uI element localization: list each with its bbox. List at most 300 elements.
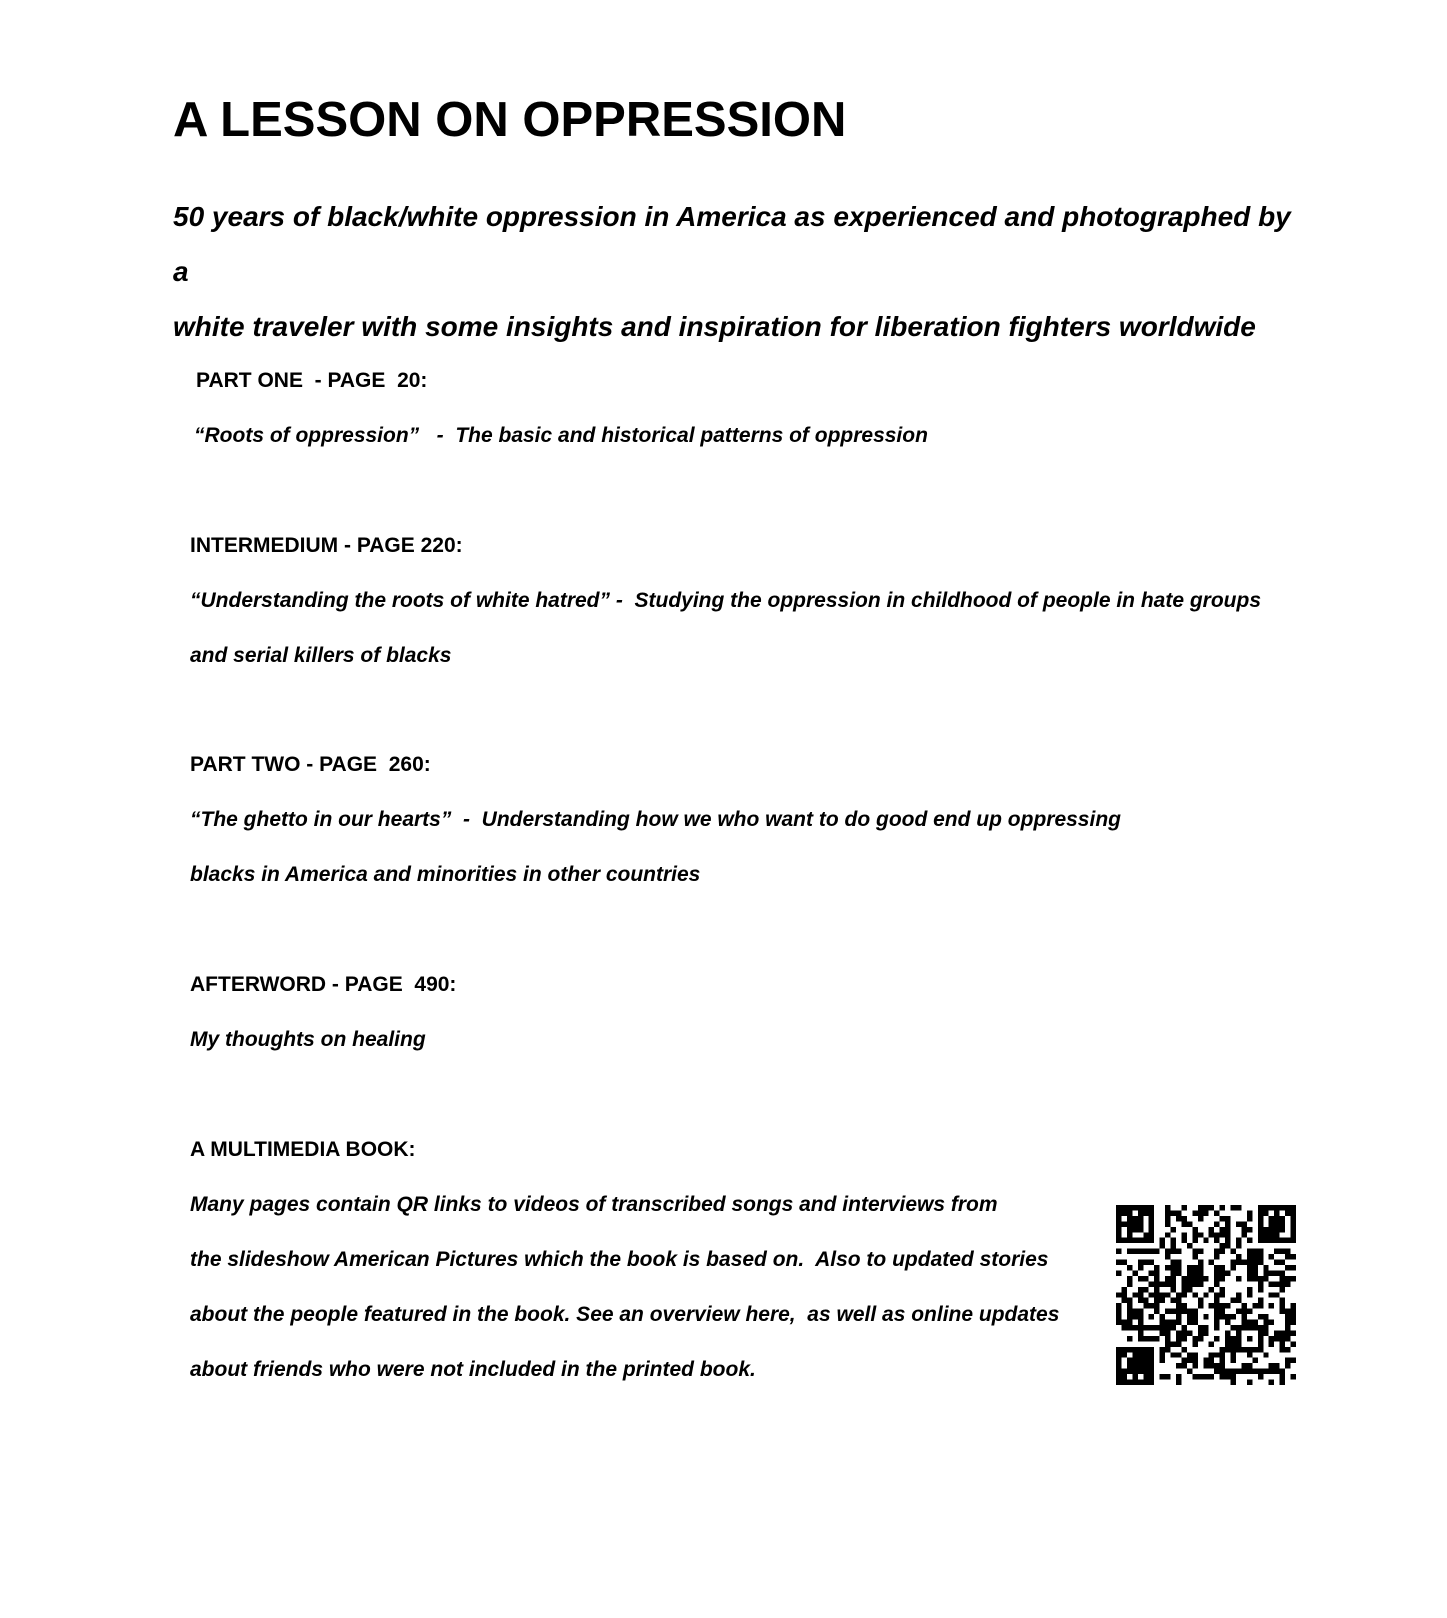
qr-module — [1263, 1325, 1268, 1330]
section-description: “Roots of oppression” - The basic and historical patterns of oppression — [194, 424, 928, 447]
qr-module — [1220, 1369, 1225, 1374]
qr-module — [1138, 1369, 1143, 1374]
qr-module — [1121, 1380, 1126, 1385]
qr-module — [1171, 1298, 1176, 1303]
qr-module — [1280, 1369, 1285, 1374]
qr-module — [1247, 1276, 1252, 1281]
qr-module — [1127, 1347, 1132, 1352]
qr-module — [1236, 1221, 1241, 1226]
qr-module — [1187, 1358, 1192, 1363]
qr-module — [1171, 1352, 1176, 1357]
qr-module — [1171, 1281, 1176, 1286]
qr-module — [1220, 1352, 1225, 1357]
qr-module — [1291, 1374, 1296, 1379]
qr-module — [1214, 1314, 1219, 1319]
qr-module — [1220, 1309, 1225, 1314]
qr-module — [1121, 1260, 1126, 1265]
qr-module — [1252, 1369, 1257, 1374]
qr-module — [1269, 1270, 1274, 1275]
qr-module — [1143, 1363, 1148, 1368]
qr-module — [1220, 1276, 1225, 1281]
qr-module — [1269, 1303, 1274, 1308]
qr-module — [1198, 1265, 1203, 1270]
qr-module — [1171, 1309, 1176, 1314]
qr-module — [1258, 1330, 1263, 1335]
qr-module — [1220, 1303, 1225, 1308]
qr-module — [1247, 1254, 1252, 1259]
qr-module — [1274, 1369, 1279, 1374]
qr-module — [1263, 1369, 1268, 1374]
qr-module — [1236, 1341, 1241, 1346]
qr-module — [1274, 1216, 1279, 1221]
qr-module — [1181, 1238, 1186, 1243]
qr-module — [1285, 1276, 1290, 1281]
qr-module — [1127, 1298, 1132, 1303]
qr-module — [1198, 1281, 1203, 1286]
qr-module — [1154, 1281, 1159, 1286]
qr-module — [1192, 1374, 1197, 1379]
qr-module — [1198, 1330, 1203, 1335]
section-description: the slideshow American Pictures which the book is based on. Also to updated stories — [190, 1248, 1049, 1271]
qr-module — [1176, 1330, 1181, 1335]
qr-module — [1187, 1221, 1192, 1226]
qr-module — [1269, 1363, 1274, 1368]
qr-module — [1209, 1287, 1214, 1292]
qr-module — [1176, 1352, 1181, 1357]
qr-module — [1291, 1265, 1296, 1270]
qr-module — [1132, 1325, 1137, 1330]
qr-module — [1181, 1287, 1186, 1292]
section-part-one — [196, 353, 1316, 463]
section-part-two — [190, 737, 1310, 902]
qr-module — [1247, 1292, 1252, 1297]
qr-module — [1203, 1330, 1208, 1335]
qr-module — [1247, 1325, 1252, 1330]
qr-module — [1154, 1276, 1159, 1281]
qr-module — [1116, 1352, 1121, 1357]
qr-module — [1149, 1292, 1154, 1297]
qr-module — [1214, 1238, 1219, 1243]
qr-module — [1165, 1216, 1170, 1221]
qr-module — [1187, 1352, 1192, 1357]
qr-module — [1132, 1216, 1137, 1221]
qr-module — [1143, 1260, 1148, 1265]
qr-module — [1143, 1358, 1148, 1363]
qr-module — [1132, 1369, 1137, 1374]
qr-module — [1214, 1265, 1219, 1270]
qr-module — [1269, 1292, 1274, 1297]
qr-module — [1291, 1254, 1296, 1259]
qr-module — [1225, 1243, 1230, 1248]
qr-module — [1274, 1336, 1279, 1341]
qr-module — [1198, 1298, 1203, 1303]
qr-module — [1209, 1260, 1214, 1265]
qr-module — [1181, 1216, 1186, 1221]
qr-module — [1236, 1238, 1241, 1243]
qr-module — [1274, 1270, 1279, 1275]
qr-module — [1154, 1303, 1159, 1308]
qr-module — [1220, 1265, 1225, 1270]
qr-module — [1269, 1336, 1274, 1341]
qr-module — [1225, 1227, 1230, 1232]
qr-module — [1138, 1292, 1143, 1297]
qr-module — [1121, 1374, 1126, 1379]
qr-module — [1149, 1325, 1154, 1330]
qr-module — [1138, 1380, 1143, 1385]
qr-module — [1280, 1238, 1285, 1243]
qr-module — [1258, 1341, 1263, 1346]
qr-module — [1231, 1341, 1236, 1346]
qr-module — [1116, 1232, 1121, 1237]
section-afterword — [190, 957, 1310, 1067]
qr-module — [1285, 1254, 1290, 1259]
qr-module — [1192, 1254, 1197, 1259]
qr-module — [1171, 1227, 1176, 1232]
qr-module — [1225, 1270, 1230, 1275]
qr-module — [1176, 1216, 1181, 1221]
qr-module — [1187, 1320, 1192, 1325]
qr-module — [1280, 1336, 1285, 1341]
qr-module — [1220, 1232, 1225, 1237]
qr-module — [1132, 1358, 1137, 1363]
qr-module — [1236, 1205, 1241, 1210]
qr-module — [1176, 1298, 1181, 1303]
qr-module — [1171, 1320, 1176, 1325]
qr-module — [1181, 1309, 1186, 1314]
qr-module — [1269, 1227, 1274, 1232]
qr-module — [1127, 1276, 1132, 1281]
qr-module — [1280, 1270, 1285, 1275]
qr-module — [1209, 1205, 1214, 1210]
qr-module — [1149, 1352, 1154, 1357]
qr-module — [1220, 1358, 1225, 1363]
qr-module — [1263, 1265, 1268, 1270]
qr-module — [1116, 1303, 1121, 1308]
qr-module — [1132, 1380, 1137, 1385]
qr-module — [1252, 1358, 1257, 1363]
qr-module — [1116, 1221, 1121, 1226]
qr-module — [1192, 1238, 1197, 1243]
qr-module — [1263, 1210, 1268, 1215]
qr-module — [1291, 1276, 1296, 1281]
document-subtitle — [173, 189, 1313, 354]
qr-module — [1165, 1232, 1170, 1237]
qr-module — [1143, 1238, 1148, 1243]
qr-module — [1121, 1320, 1126, 1325]
qr-module — [1192, 1227, 1197, 1232]
qr-module — [1192, 1232, 1197, 1237]
qr-module — [1214, 1232, 1219, 1237]
qr-module — [1220, 1205, 1225, 1210]
qr-module — [1225, 1216, 1230, 1221]
qr-module — [1285, 1205, 1290, 1210]
qr-module — [1214, 1309, 1219, 1314]
qr-module — [1143, 1210, 1148, 1215]
qr-module — [1116, 1249, 1121, 1254]
qr-module — [1154, 1298, 1159, 1303]
qr-module — [1138, 1260, 1143, 1265]
qr-module — [1291, 1303, 1296, 1308]
qr-module — [1165, 1347, 1170, 1352]
qr-module — [1280, 1298, 1285, 1303]
qr-module — [1127, 1227, 1132, 1232]
qr-module — [1143, 1249, 1148, 1254]
qr-module — [1280, 1380, 1285, 1385]
qr-module — [1247, 1238, 1252, 1243]
qr-module — [1116, 1227, 1121, 1232]
qr-module — [1160, 1352, 1165, 1357]
qr-module — [1285, 1336, 1290, 1341]
qr-module — [1203, 1325, 1208, 1330]
qr-module — [1231, 1265, 1236, 1270]
qr-module — [1138, 1336, 1143, 1341]
qr-module — [1127, 1221, 1132, 1226]
qr-module — [1116, 1320, 1121, 1325]
qr-module — [1143, 1336, 1148, 1341]
qr-module — [1149, 1249, 1154, 1254]
qr-module — [1171, 1325, 1176, 1330]
qr-module — [1127, 1281, 1132, 1286]
qr-module — [1247, 1309, 1252, 1314]
qr-module — [1138, 1314, 1143, 1319]
document-title: A LESSON ON OPPRESSION — [173, 93, 847, 147]
qr-module — [1165, 1325, 1170, 1330]
qr-module — [1176, 1309, 1181, 1314]
qr-module — [1269, 1380, 1274, 1385]
qr-module — [1138, 1320, 1143, 1325]
qr-module — [1149, 1216, 1154, 1221]
subtitle-line: white traveler with some insights and inspiration for liberation fighters worldwide — [173, 311, 1256, 342]
qr-module — [1192, 1358, 1197, 1363]
qr-module — [1252, 1270, 1257, 1275]
qr-module — [1225, 1320, 1230, 1325]
qr-module — [1132, 1205, 1137, 1210]
qr-module — [1143, 1325, 1148, 1330]
qr-module — [1192, 1265, 1197, 1270]
qr-module — [1160, 1298, 1165, 1303]
qr-module — [1132, 1270, 1137, 1275]
qr-module — [1258, 1232, 1263, 1237]
qr-module — [1258, 1374, 1263, 1379]
qr-module — [1220, 1243, 1225, 1248]
qr-module — [1116, 1238, 1121, 1243]
qr-module — [1138, 1227, 1143, 1232]
qr-module — [1241, 1221, 1246, 1226]
qr-module — [1209, 1358, 1214, 1363]
qr-module — [1258, 1276, 1263, 1281]
qr-module — [1231, 1205, 1236, 1210]
qr-module — [1176, 1260, 1181, 1265]
qr-module — [1236, 1347, 1241, 1352]
qr-module — [1214, 1298, 1219, 1303]
qr-module — [1143, 1232, 1148, 1237]
qr-module — [1149, 1270, 1154, 1275]
qr-module — [1280, 1216, 1285, 1221]
qr-module — [1291, 1205, 1296, 1210]
qr-module — [1154, 1270, 1159, 1275]
qr-module — [1132, 1238, 1137, 1243]
qr-module — [1121, 1292, 1126, 1297]
qr-module — [1231, 1298, 1236, 1303]
qr-module — [1280, 1227, 1285, 1232]
section-description: about friends who were not included in the printed book. — [190, 1358, 756, 1381]
section-heading: AFTERWORD - PAGE 490: — [190, 973, 457, 996]
qr-module — [1280, 1281, 1285, 1286]
qr-module — [1252, 1347, 1257, 1352]
qr-module — [1138, 1309, 1143, 1314]
qr-module — [1274, 1330, 1279, 1335]
qr-module — [1165, 1205, 1170, 1210]
qr-module — [1149, 1363, 1154, 1368]
qr-module — [1258, 1347, 1263, 1352]
qr-module — [1176, 1336, 1181, 1341]
qr-module — [1241, 1260, 1246, 1265]
qr-module — [1181, 1325, 1186, 1330]
qr-module — [1176, 1314, 1181, 1319]
qr-module — [1198, 1249, 1203, 1254]
qr-module — [1176, 1374, 1181, 1379]
qr-module — [1231, 1352, 1236, 1357]
qr-module — [1143, 1352, 1148, 1357]
qr-module — [1116, 1380, 1121, 1385]
qr-module — [1127, 1265, 1132, 1270]
qr-module — [1116, 1260, 1121, 1265]
qr-module — [1214, 1320, 1219, 1325]
qr-module — [1252, 1265, 1257, 1270]
qr-module — [1127, 1336, 1132, 1341]
section-description: Many pages contain QR links to videos of transcribed songs and interviews from — [190, 1193, 998, 1216]
qr-module — [1149, 1347, 1154, 1352]
qr-module — [1192, 1352, 1197, 1357]
qr-module — [1138, 1265, 1143, 1270]
qr-module — [1225, 1221, 1230, 1226]
qr-module — [1165, 1320, 1170, 1325]
qr-module — [1247, 1260, 1252, 1265]
qr-module — [1285, 1281, 1290, 1286]
qr-module — [1258, 1254, 1263, 1259]
qr-module — [1291, 1238, 1296, 1243]
qr-module — [1160, 1243, 1165, 1248]
qr-module — [1181, 1363, 1186, 1368]
qr-module — [1236, 1369, 1241, 1374]
qr-module — [1181, 1336, 1186, 1341]
qr-module — [1160, 1281, 1165, 1286]
qr-module — [1291, 1358, 1296, 1363]
qr-module — [1165, 1276, 1170, 1281]
qr-module — [1280, 1303, 1285, 1308]
section-description: about the people featured in the book. See an overview here, as well as online updates — [190, 1303, 1060, 1326]
qr-module — [1192, 1249, 1197, 1254]
qr-module — [1181, 1205, 1186, 1210]
qr-module — [1198, 1270, 1203, 1275]
qr-module — [1187, 1270, 1192, 1275]
qr-module — [1127, 1216, 1132, 1221]
qr-module — [1236, 1336, 1241, 1341]
qr-module — [1154, 1287, 1159, 1292]
qr-module — [1252, 1320, 1257, 1325]
qr-module — [1181, 1347, 1186, 1352]
qr-module — [1138, 1363, 1143, 1368]
qr-module — [1247, 1270, 1252, 1275]
qr-module — [1214, 1281, 1219, 1286]
qr-module — [1252, 1325, 1257, 1330]
qr-module — [1198, 1374, 1203, 1379]
qr-module — [1149, 1260, 1154, 1265]
qr-module — [1165, 1281, 1170, 1286]
qr-module — [1247, 1352, 1252, 1357]
qr-module — [1252, 1249, 1257, 1254]
qr-module — [1231, 1358, 1236, 1363]
qr-module — [1247, 1287, 1252, 1292]
qr-module — [1280, 1347, 1285, 1352]
qr-module — [1231, 1260, 1236, 1265]
qr-module — [1116, 1292, 1121, 1297]
qr-module — [1236, 1243, 1241, 1248]
qr-module — [1143, 1276, 1148, 1281]
qr-module — [1127, 1358, 1132, 1363]
qr-module — [1274, 1221, 1279, 1226]
qr-module — [1274, 1232, 1279, 1237]
qr-module — [1247, 1249, 1252, 1254]
qr-module — [1116, 1216, 1121, 1221]
qr-module — [1165, 1254, 1170, 1259]
qr-module — [1192, 1292, 1197, 1297]
qr-code-icon[interactable] — [1116, 1205, 1296, 1385]
qr-module — [1263, 1238, 1268, 1243]
qr-module — [1121, 1347, 1126, 1352]
qr-module — [1187, 1265, 1192, 1270]
qr-module — [1225, 1336, 1230, 1341]
section-heading: INTERMEDIUM - PAGE 220: — [190, 534, 463, 557]
qr-module — [1116, 1369, 1121, 1374]
qr-module — [1187, 1314, 1192, 1319]
qr-module — [1280, 1205, 1285, 1210]
qr-module — [1176, 1341, 1181, 1346]
qr-module — [1171, 1276, 1176, 1281]
qr-module — [1187, 1309, 1192, 1314]
qr-module — [1181, 1292, 1186, 1297]
qr-module — [1181, 1276, 1186, 1281]
qr-module — [1247, 1347, 1252, 1352]
qr-module — [1121, 1238, 1126, 1243]
qr-module — [1280, 1260, 1285, 1265]
qr-module — [1192, 1314, 1197, 1319]
qr-module — [1187, 1287, 1192, 1292]
qr-module — [1127, 1205, 1132, 1210]
qr-module — [1127, 1380, 1132, 1385]
qr-module — [1285, 1320, 1290, 1325]
qr-module — [1241, 1232, 1246, 1237]
qr-module — [1203, 1314, 1208, 1319]
qr-module — [1258, 1287, 1263, 1292]
qr-module — [1198, 1260, 1203, 1265]
qr-code-graphic — [1116, 1205, 1296, 1385]
qr-module — [1192, 1363, 1197, 1368]
qr-module — [1165, 1309, 1170, 1314]
qr-module — [1165, 1336, 1170, 1341]
qr-module — [1214, 1276, 1219, 1281]
qr-module — [1176, 1363, 1181, 1368]
qr-module — [1203, 1358, 1208, 1363]
section-heading: PART TWO - PAGE 260: — [190, 753, 431, 776]
qr-module — [1176, 1210, 1181, 1215]
qr-module — [1291, 1330, 1296, 1335]
qr-module — [1258, 1238, 1263, 1243]
qr-module — [1220, 1287, 1225, 1292]
qr-module — [1203, 1292, 1208, 1297]
qr-module — [1127, 1210, 1132, 1215]
qr-module — [1285, 1314, 1290, 1319]
